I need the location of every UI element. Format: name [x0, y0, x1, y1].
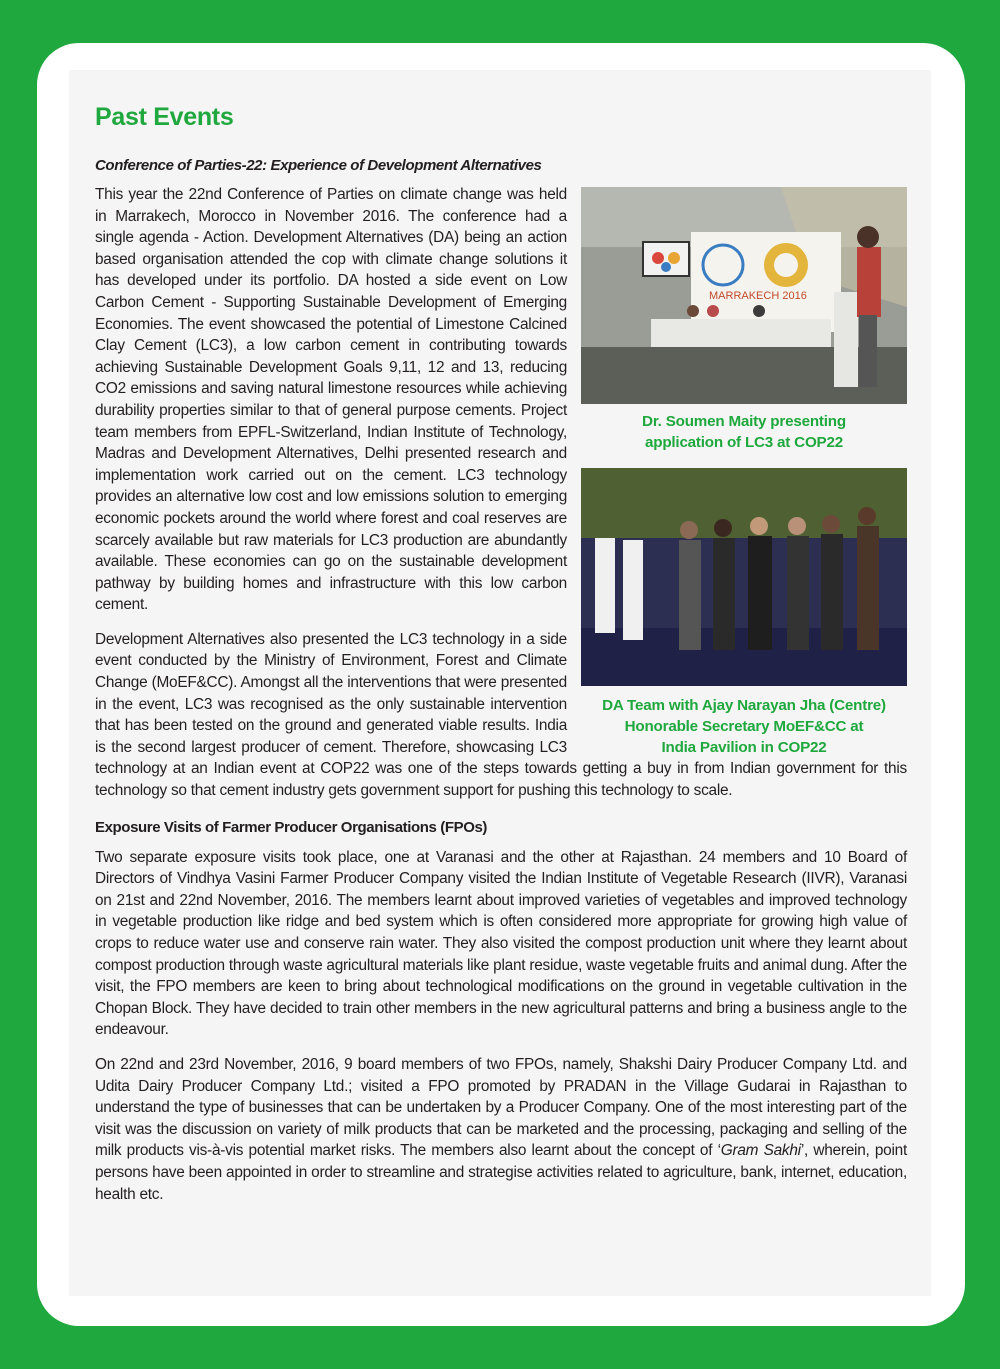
event-sign-text: MARRAKECH 2016: [709, 290, 807, 302]
photo-caption-presentation: Dr. Soumen Maity presenting application of LC3 at COP22: [642, 413, 846, 451]
photo-team: [581, 468, 907, 686]
team-photo-illustration: [581, 468, 907, 686]
cop22-paragraph-2: Development Alternatives also presented the LC3 technology in a side event conducted by the Ministry of Environment, Forest and Climate Change (MoEF&CC). Amongst all the interventions that were presented in the event, LC3 was recognised as the only sustainable intervention that has been tested on the ground and generated viable results. India is the second largest producer of cement. Therefore, showcasing LC3 technology at an Indian event at COP22 was one of the steps towards getting a buy in from Indian government for this technology so that cement industry gets government support for pushing this technology to scale.: [95, 630, 907, 800]
cop22-paragraph-1: This year the 22nd Conference of Parties on climate change was held in Marrakech, Morocco in November 2016. The conference had a single agenda - Action. Development Alternatives (DA) being an action based organisation attended the cop with climate change solutions it has developed under its portfolio. DA hosted a side event on Low Carbon Cement - Supporting Sustainable Development of Emerging Economies. The event showcased the potential of Limestone Calcined Clay Cement (LC3), a low carbon cement in contributing towards achieving Sustainable Development Goals 9,11, 12 and 13, reducing CO2 emissions and saving natural limestone resources while achieving durability properties similar to that of general purpose cements. Project team members from EPFL-Switzerland, Indian Institute of Technology, Madras and Development Alternatives, Delhi presented research and implementation work carried out on the cement. LC3 technology provides an alternative low cost and low emissions solution to emerging economic pockets around the world where forest and coal reserves are scarcely available but raw materials for LC3 production are abundantly available. These economies can go on the sustainable development pathway by building homes and infrastructure with this low carbon cement.: [95, 186, 567, 614]
fpo-paragraph-2: On 22nd and 23rd November, 2016, 9 board members of two FPOs, namely, Shakshi Dairy Producer Company Ltd. and Udita Dairy Producer Company Ltd.; visited a FPO promoted by PRADAN in the Village Gudarai in Rajasthan to understand the type of businesses that can be undertaken by a Producer Company. One of the most interesting part of the visit was the discussion on variety of milk products that can be marketed and the processing, packaging and selling of the milk products vis-à-vis potential market risks. The members also learnt about the concept of ‘Gram Sakhi’, wherein, point persons have been appointed in order to streamline and strategise activities related to agriculture, bank, internet, education, health etc.: [95, 1055, 907, 1203]
photo-column: [581, 187, 907, 758]
fpo-paragraph-1: Two separate exposure visits took place, one at Varanasi and the other at Rajasthan. 24 members and 10 Board of Directors of Vindhya Vasini Farmer Producer Company visited the Indian Institute of Vegetable Research (IIVR), Varanasi on 21st and 22nd November, 2016. The members learnt about improved varieties of vegetables and improved technology in vegetable production like ridge and bed system which is often considered more appropriate for growing high value of crops to reduce water use and conserve rain water. They also visited the compost production unit where they learnt about compost production through waste agricultural materials like plant residue, waste vegetable fruits and animal dung. After the visit, the FPO members are keen to bring about technological modifications on the ground in vegetable cultivation in the Chopan Block. They have decided to train other members in the new agricultural patterns and bring a business angle to the endeavour.: [95, 848, 907, 1039]
photo-caption-team: DA Team with Ajay Narayan Jha (Centre) Honorable Secretary MoEF&CC at India Pavilion in COP22: [602, 697, 886, 756]
article: [95, 96, 907, 1205]
presentation-photo-illustration: [581, 187, 907, 404]
section-heading-fpo: Exposure Visits of Farmer Producer Organisations (FPOs): [95, 818, 488, 836]
page-title: Past Events: [95, 103, 234, 131]
photo-presentation: [581, 187, 907, 404]
section-heading-cop22: Conference of Parties-22: Experience of Development Alternatives: [95, 157, 542, 174]
gram-sakhi-term: Gram Sakhi: [720, 1142, 801, 1160]
